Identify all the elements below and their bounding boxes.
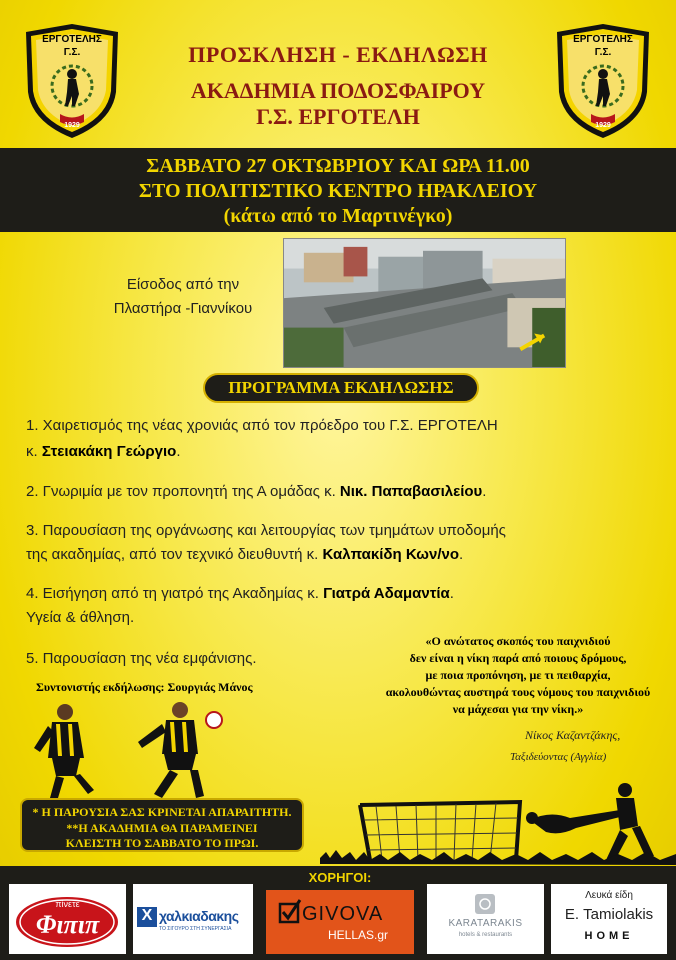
quote-signature-source: Ταξιδεύοντας (Αγγλία) (510, 751, 607, 763)
chalkiadakis-mark: X (141, 907, 153, 924)
sponsor-karatarakis-logo (427, 884, 544, 954)
venue-photo (283, 238, 566, 368)
entrance-text: Είσοδος από την (126, 276, 240, 293)
quote-line-5: να μάχεσαι για την νίκη.» (452, 702, 584, 716)
event-coordinator: Συντονιστής εκδήλωσης: Σουργιάς Μάνος (36, 680, 253, 694)
chalkiadakis-sub: ΤΟ ΣΙΓΟΥΡΟ ΣΤΗ ΣΥΝΕΡΓΑΣΙΑ (159, 926, 232, 932)
program-heading: ΠΡΟΓΡΑΜΜΑ ΕΚΔΗΛΩΣΗΣ (203, 373, 479, 403)
program-item-1-line2: κ. Στειακάκη Γεώργιο. (26, 443, 181, 460)
quote-signature: Νίκος Καζαντζάκης, (525, 728, 621, 742)
sponsor-chalkiadakis-logo (133, 884, 253, 954)
crest-name: ΕΡΓΟΤΕΛΗΣ (573, 34, 633, 45)
sponsor-givova-logo (266, 890, 414, 954)
entrance-street: Πλαστήρα -Γιαννίκου (113, 300, 253, 317)
program-item-3-line2: της ακαδημίας, από τον τεχνικό διευθυντή κ. Καλπακίδη Κων/νο. (26, 546, 464, 563)
academy-title: ΑΚΑΔΗΜΙΑ ΠΟΔΟΣΦΑΙΡΟΥ (190, 78, 486, 103)
fipip-small: πίνετε (55, 899, 80, 909)
tamiolakis-main: Ε. Tamiolakis (564, 906, 654, 923)
event-venue-note: (κάτω από το Μαρτινέγκο) (223, 205, 453, 227)
tamiolakis-sub: HOME (584, 930, 634, 942)
program-item-5: 5. Παρουσίαση της νέα εμφάνισης. (26, 650, 257, 667)
sponsor-tamiolakis-logo (551, 884, 667, 954)
givova-sub: HELLAS.gr (328, 928, 389, 942)
program-item-2: 2. Γνωριμία με τον προπονητή της Α ομάδας κ. Νικ. Παπαβασιλείου. (26, 483, 487, 500)
club-crest-left (22, 22, 122, 140)
program-item-1-line1: 1. Χαιρετισμός της νέας χρονιάς από τον πρόεδρο του Γ.Σ. ΕΡΓΟΤΕΛΗ (26, 417, 498, 434)
crest-gs: Γ.Σ. (594, 47, 612, 58)
players-illustration (30, 698, 240, 800)
program-item-4-line1: 4. Εισήγηση από τη γιατρό της Ακαδημίας κ. Γιατρά Αδαμαντία. (26, 585, 454, 602)
crest-gs: Γ.Σ. (63, 47, 81, 58)
club-title: Γ.Σ. ΕΡΓΟΤΕΛΗ (256, 104, 420, 129)
notice-closure-line1: **Η ΑΚΑΔΗΜΙΑ ΘΑ ΠΑΡΑΜΕΙΝΕΙ (66, 821, 258, 835)
coach-name: Νικ. Παπαβασιλείου (339, 483, 483, 500)
event-venue: ΣΤΟ ΠΟΛΙΤΙΣΤΙΚΟ ΚΕΝΤΡΟ ΗΡΑΚΛΕΙΟΥ (138, 180, 538, 202)
sponsors-label: ΧΟΡΗΓΟΙ: (308, 870, 372, 885)
president-name: Στειακάκη Γεώργιο (41, 443, 177, 460)
crest-year: 1929 (595, 122, 611, 129)
crest-name: ΕΡΓΟΤΕΛΗΣ (42, 34, 102, 45)
program-item-3-line1: 3. Παρουσίαση της οργάνωσης και λειτουργίας των τμημάτων υποδομής (26, 522, 506, 539)
sponsor-fipip-logo (9, 884, 126, 954)
quote-line-4: ακολουθώντας αυστηρά τους νόμους του παιχνιδιού (385, 685, 651, 699)
chalkiadakis-main: χαλκιαδακης (159, 908, 239, 924)
club-crest-right (553, 22, 653, 140)
notice-attendance: * Η ΠΑΡΟΥΣΙΑ ΣΑΣ ΚΡΙΝΕΤΑΙ ΑΠΑΡΑΙΤΗΤΗ. (32, 805, 292, 819)
karatarakis-sub: hotels & restaurants (458, 932, 513, 938)
technical-director-name: Καλπακίδη Κων/νο (322, 546, 459, 563)
doctor-name: Γιατρά Αδαμαντία (323, 585, 450, 602)
invitation-title: ΠΡΟΣΚΛΗΣΗ - ΕΚΔΗΛΩΣΗ (188, 42, 488, 67)
givova-main: GIVOVA (302, 903, 384, 925)
tamiolakis-top: Λευκά είδη (585, 890, 633, 901)
fipip-main: Φιπιπ (35, 910, 100, 939)
program-item-4-line2: Υγεία & άθληση. (26, 609, 135, 626)
goal-silhouette (320, 780, 676, 865)
quote-line-2: δεν είναι η νίκη παρά από ποιους δρόμους, (409, 651, 627, 665)
event-date: ΣΑΒΒΑΤΟ 27 ΟΚΤΩΒΡΙΟΥ ΚΑΙ ΩΡΑ 11.00 (146, 155, 530, 177)
quote-line-3: με ποια προπόνηση, με τι πειθαρχία, (425, 668, 611, 682)
karatarakis-main: KARATARAKIS (448, 918, 523, 929)
crest-year: 1929 (64, 122, 80, 129)
notice-closure-line2: ΚΛΕΙΣΤΗ ΤΟ ΣΑΒΒΑΤΟ ΤΟ ΠΡΩΙ. (65, 836, 259, 850)
quote-line-1: «Ο ανώτατος σκοπός του παιχνιδιού (425, 634, 611, 648)
